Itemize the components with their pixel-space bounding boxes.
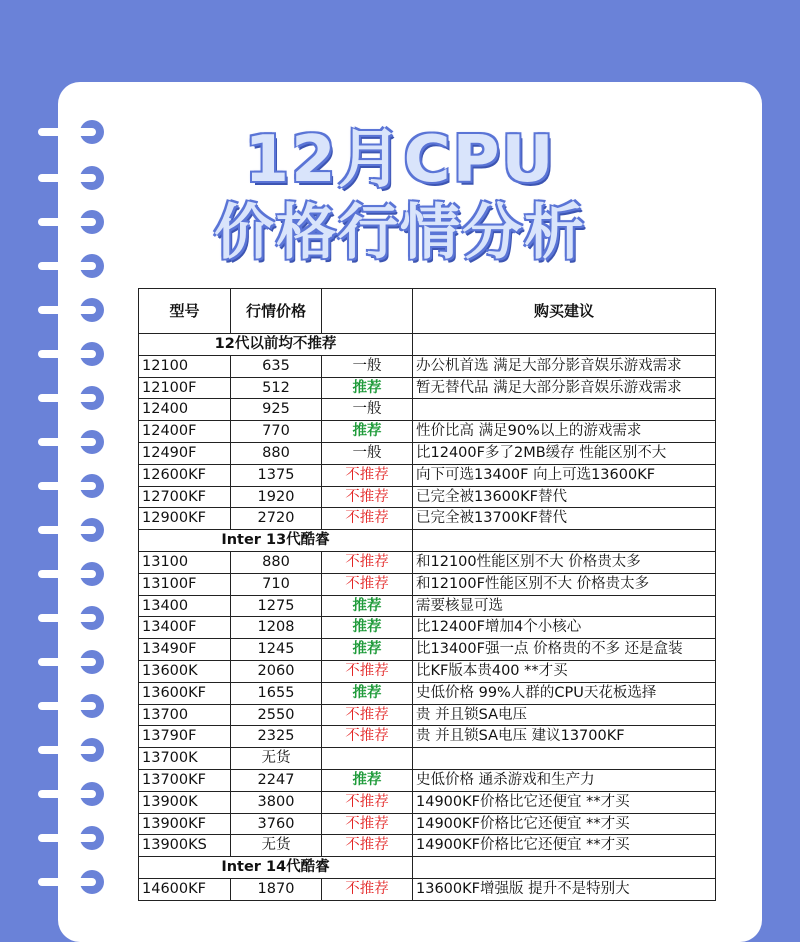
recommendation-cell: 不推荐 — [322, 726, 413, 748]
binder-ring — [38, 606, 108, 634]
price-cell: 1208 — [231, 617, 322, 639]
model-cell: 13700K — [139, 748, 231, 770]
table-row — [139, 726, 716, 748]
header-price: 行情价格 — [231, 289, 322, 334]
recommendation-cell: 不推荐 — [322, 878, 413, 900]
model-cell: 12400 — [139, 399, 231, 421]
advice-cell: 比12400F增加4个小核心 — [413, 617, 716, 639]
model-cell: 12490F — [139, 442, 231, 464]
model-cell: 12400F — [139, 421, 231, 443]
binder-ring — [38, 342, 108, 370]
advice-cell: 需要核显可选 — [413, 595, 716, 617]
advice-cell: 比13400F强一点 价格贵的不多 还是盒装 — [413, 639, 716, 661]
table-row — [139, 682, 716, 704]
binder-ring — [38, 298, 108, 326]
model-cell: 13400F — [139, 617, 231, 639]
price-cell: 1245 — [231, 639, 322, 661]
advice-cell: 史低价格 通杀游戏和生产力 — [413, 769, 716, 791]
recommendation-cell: 一般 — [322, 355, 413, 377]
binder-ring — [38, 518, 108, 546]
price-cell: 2247 — [231, 769, 322, 791]
model-cell: 13100F — [139, 573, 231, 595]
recommendation-cell: 不推荐 — [322, 660, 413, 682]
binder-ring — [38, 826, 108, 854]
recommendation-cell: 不推荐 — [322, 486, 413, 508]
advice-cell: 和12100F性能区别不大 价格贵太多 — [413, 573, 716, 595]
advice-cell: 暂无替代品 满足大部分影音娱乐游戏需求 — [413, 377, 716, 399]
binder-ring — [38, 782, 108, 810]
recommendation-cell: 不推荐 — [322, 704, 413, 726]
table-row — [139, 617, 716, 639]
table-row — [139, 573, 716, 595]
table-row — [139, 639, 716, 661]
model-cell: 12600KF — [139, 464, 231, 486]
table-row — [139, 508, 716, 530]
price-cell: 710 — [231, 573, 322, 595]
price-cell: 3760 — [231, 813, 322, 835]
table-row — [139, 355, 716, 377]
price-cell: 880 — [231, 551, 322, 573]
section-row — [139, 334, 716, 356]
table-row — [139, 878, 716, 900]
recommendation-cell: 推荐 — [322, 377, 413, 399]
page-subtitle: 价格行情分析 — [214, 198, 586, 268]
price-cell: 512 — [231, 377, 322, 399]
model-cell: 13400 — [139, 595, 231, 617]
section-title: Inter 13代酷睿 — [139, 530, 413, 552]
table-row — [139, 813, 716, 835]
model-cell: 13600K — [139, 660, 231, 682]
binder-ring — [38, 650, 108, 678]
advice-cell: 贵 并且锁SA电压 建议13700KF — [413, 726, 716, 748]
model-cell: 13100 — [139, 551, 231, 573]
model-cell: 12700KF — [139, 486, 231, 508]
model-cell: 12100 — [139, 355, 231, 377]
price-cell: 1375 — [231, 464, 322, 486]
recommendation-cell: 推荐 — [322, 617, 413, 639]
table-row — [139, 377, 716, 399]
advice-cell: 向下可选13400F 向上可选13600KF — [413, 464, 716, 486]
recommendation-cell: 推荐 — [322, 421, 413, 443]
price-cell: 1920 — [231, 486, 322, 508]
header-advice: 购买建议 — [413, 289, 716, 334]
page-title: 12月CPU — [244, 123, 556, 197]
table-row — [139, 769, 716, 791]
price-cell: 无货 — [231, 748, 322, 770]
table-row — [139, 704, 716, 726]
section-row — [139, 530, 716, 552]
binder-ring — [38, 474, 108, 502]
table-row — [139, 748, 716, 770]
advice-cell: 14900KF价格比它还便宜 **才买 — [413, 835, 716, 857]
table-body — [139, 334, 716, 901]
section-row — [139, 857, 716, 879]
advice-cell: 13600KF增强版 提升不是特别大 — [413, 878, 716, 900]
advice-cell: 14900KF价格比它还便宜 **才买 — [413, 813, 716, 835]
header-recommendation — [322, 289, 413, 334]
table-header-row — [139, 289, 716, 334]
binder-ring — [38, 738, 108, 766]
recommendation-cell: 推荐 — [322, 639, 413, 661]
recommendation-cell: 推荐 — [322, 682, 413, 704]
advice-cell — [413, 748, 716, 770]
table-row — [139, 660, 716, 682]
recommendation-cell: 不推荐 — [322, 835, 413, 857]
recommendation-cell: 不推荐 — [322, 813, 413, 835]
recommendation-cell — [322, 748, 413, 770]
price-cell: 925 — [231, 399, 322, 421]
model-cell: 13900K — [139, 791, 231, 813]
price-cell: 1655 — [231, 682, 322, 704]
binder-ring — [38, 562, 108, 590]
model-cell: 13700KF — [139, 769, 231, 791]
price-cell: 2325 — [231, 726, 322, 748]
model-cell: 13900KF — [139, 813, 231, 835]
table-row — [139, 791, 716, 813]
recommendation-cell: 不推荐 — [322, 508, 413, 530]
table-row — [139, 835, 716, 857]
price-cell: 无货 — [231, 835, 322, 857]
model-cell: 13600KF — [139, 682, 231, 704]
table-row — [139, 399, 716, 421]
price-cell: 770 — [231, 421, 322, 443]
advice-cell: 已完全被13600KF替代 — [413, 486, 716, 508]
price-cell: 1275 — [231, 595, 322, 617]
model-cell: 13700 — [139, 704, 231, 726]
advice-cell — [413, 399, 716, 421]
advice-cell: 已完全被13700KF替代 — [413, 508, 716, 530]
section-title: 12代以前均不推荐 — [139, 334, 413, 356]
price-cell: 880 — [231, 442, 322, 464]
recommendation-cell: 一般 — [322, 399, 413, 421]
table-row — [139, 595, 716, 617]
model-cell: 13900KS — [139, 835, 231, 857]
table-row — [139, 551, 716, 573]
advice-cell: 比KF版本贵400 **才买 — [413, 660, 716, 682]
price-cell: 2060 — [231, 660, 322, 682]
table-row — [139, 442, 716, 464]
advice-cell: 14900KF价格比它还便宜 **才买 — [413, 791, 716, 813]
binder-ring — [38, 870, 108, 898]
recommendation-cell: 推荐 — [322, 769, 413, 791]
section-empty-cell — [413, 530, 716, 552]
table-row — [139, 421, 716, 443]
model-cell: 14600KF — [139, 878, 231, 900]
header-model: 型号 — [139, 289, 231, 334]
price-cell: 2720 — [231, 508, 322, 530]
binder-ring — [38, 430, 108, 458]
table-row — [139, 464, 716, 486]
advice-cell: 和12100性能区别不大 价格贵太多 — [413, 551, 716, 573]
recommendation-cell: 一般 — [322, 442, 413, 464]
cpu-price-table — [138, 288, 716, 901]
model-cell: 13790F — [139, 726, 231, 748]
advice-cell: 办公机首选 满足大部分影音娱乐游戏需求 — [413, 355, 716, 377]
model-cell: 12900KF — [139, 508, 231, 530]
advice-cell: 比12400F多了2MB缓存 性能区别不大 — [413, 442, 716, 464]
price-cell: 3800 — [231, 791, 322, 813]
section-empty-cell — [413, 334, 716, 356]
recommendation-cell: 不推荐 — [322, 573, 413, 595]
model-cell: 12100F — [139, 377, 231, 399]
binder-ring — [38, 694, 108, 722]
recommendation-cell: 不推荐 — [322, 791, 413, 813]
advice-cell: 性价比高 满足90%以上的游戏需求 — [413, 421, 716, 443]
price-cell: 1870 — [231, 878, 322, 900]
model-cell: 13490F — [139, 639, 231, 661]
price-cell: 635 — [231, 355, 322, 377]
recommendation-cell: 不推荐 — [322, 551, 413, 573]
advice-cell: 史低价格 99%人群的CPU天花板选择 — [413, 682, 716, 704]
binder-ring — [38, 386, 108, 414]
recommendation-cell: 不推荐 — [322, 464, 413, 486]
advice-cell: 贵 并且锁SA电压 — [413, 704, 716, 726]
recommendation-cell: 推荐 — [322, 595, 413, 617]
table-row — [139, 486, 716, 508]
section-empty-cell — [413, 857, 716, 879]
section-title: Inter 14代酷睿 — [139, 857, 413, 879]
price-cell: 2550 — [231, 704, 322, 726]
